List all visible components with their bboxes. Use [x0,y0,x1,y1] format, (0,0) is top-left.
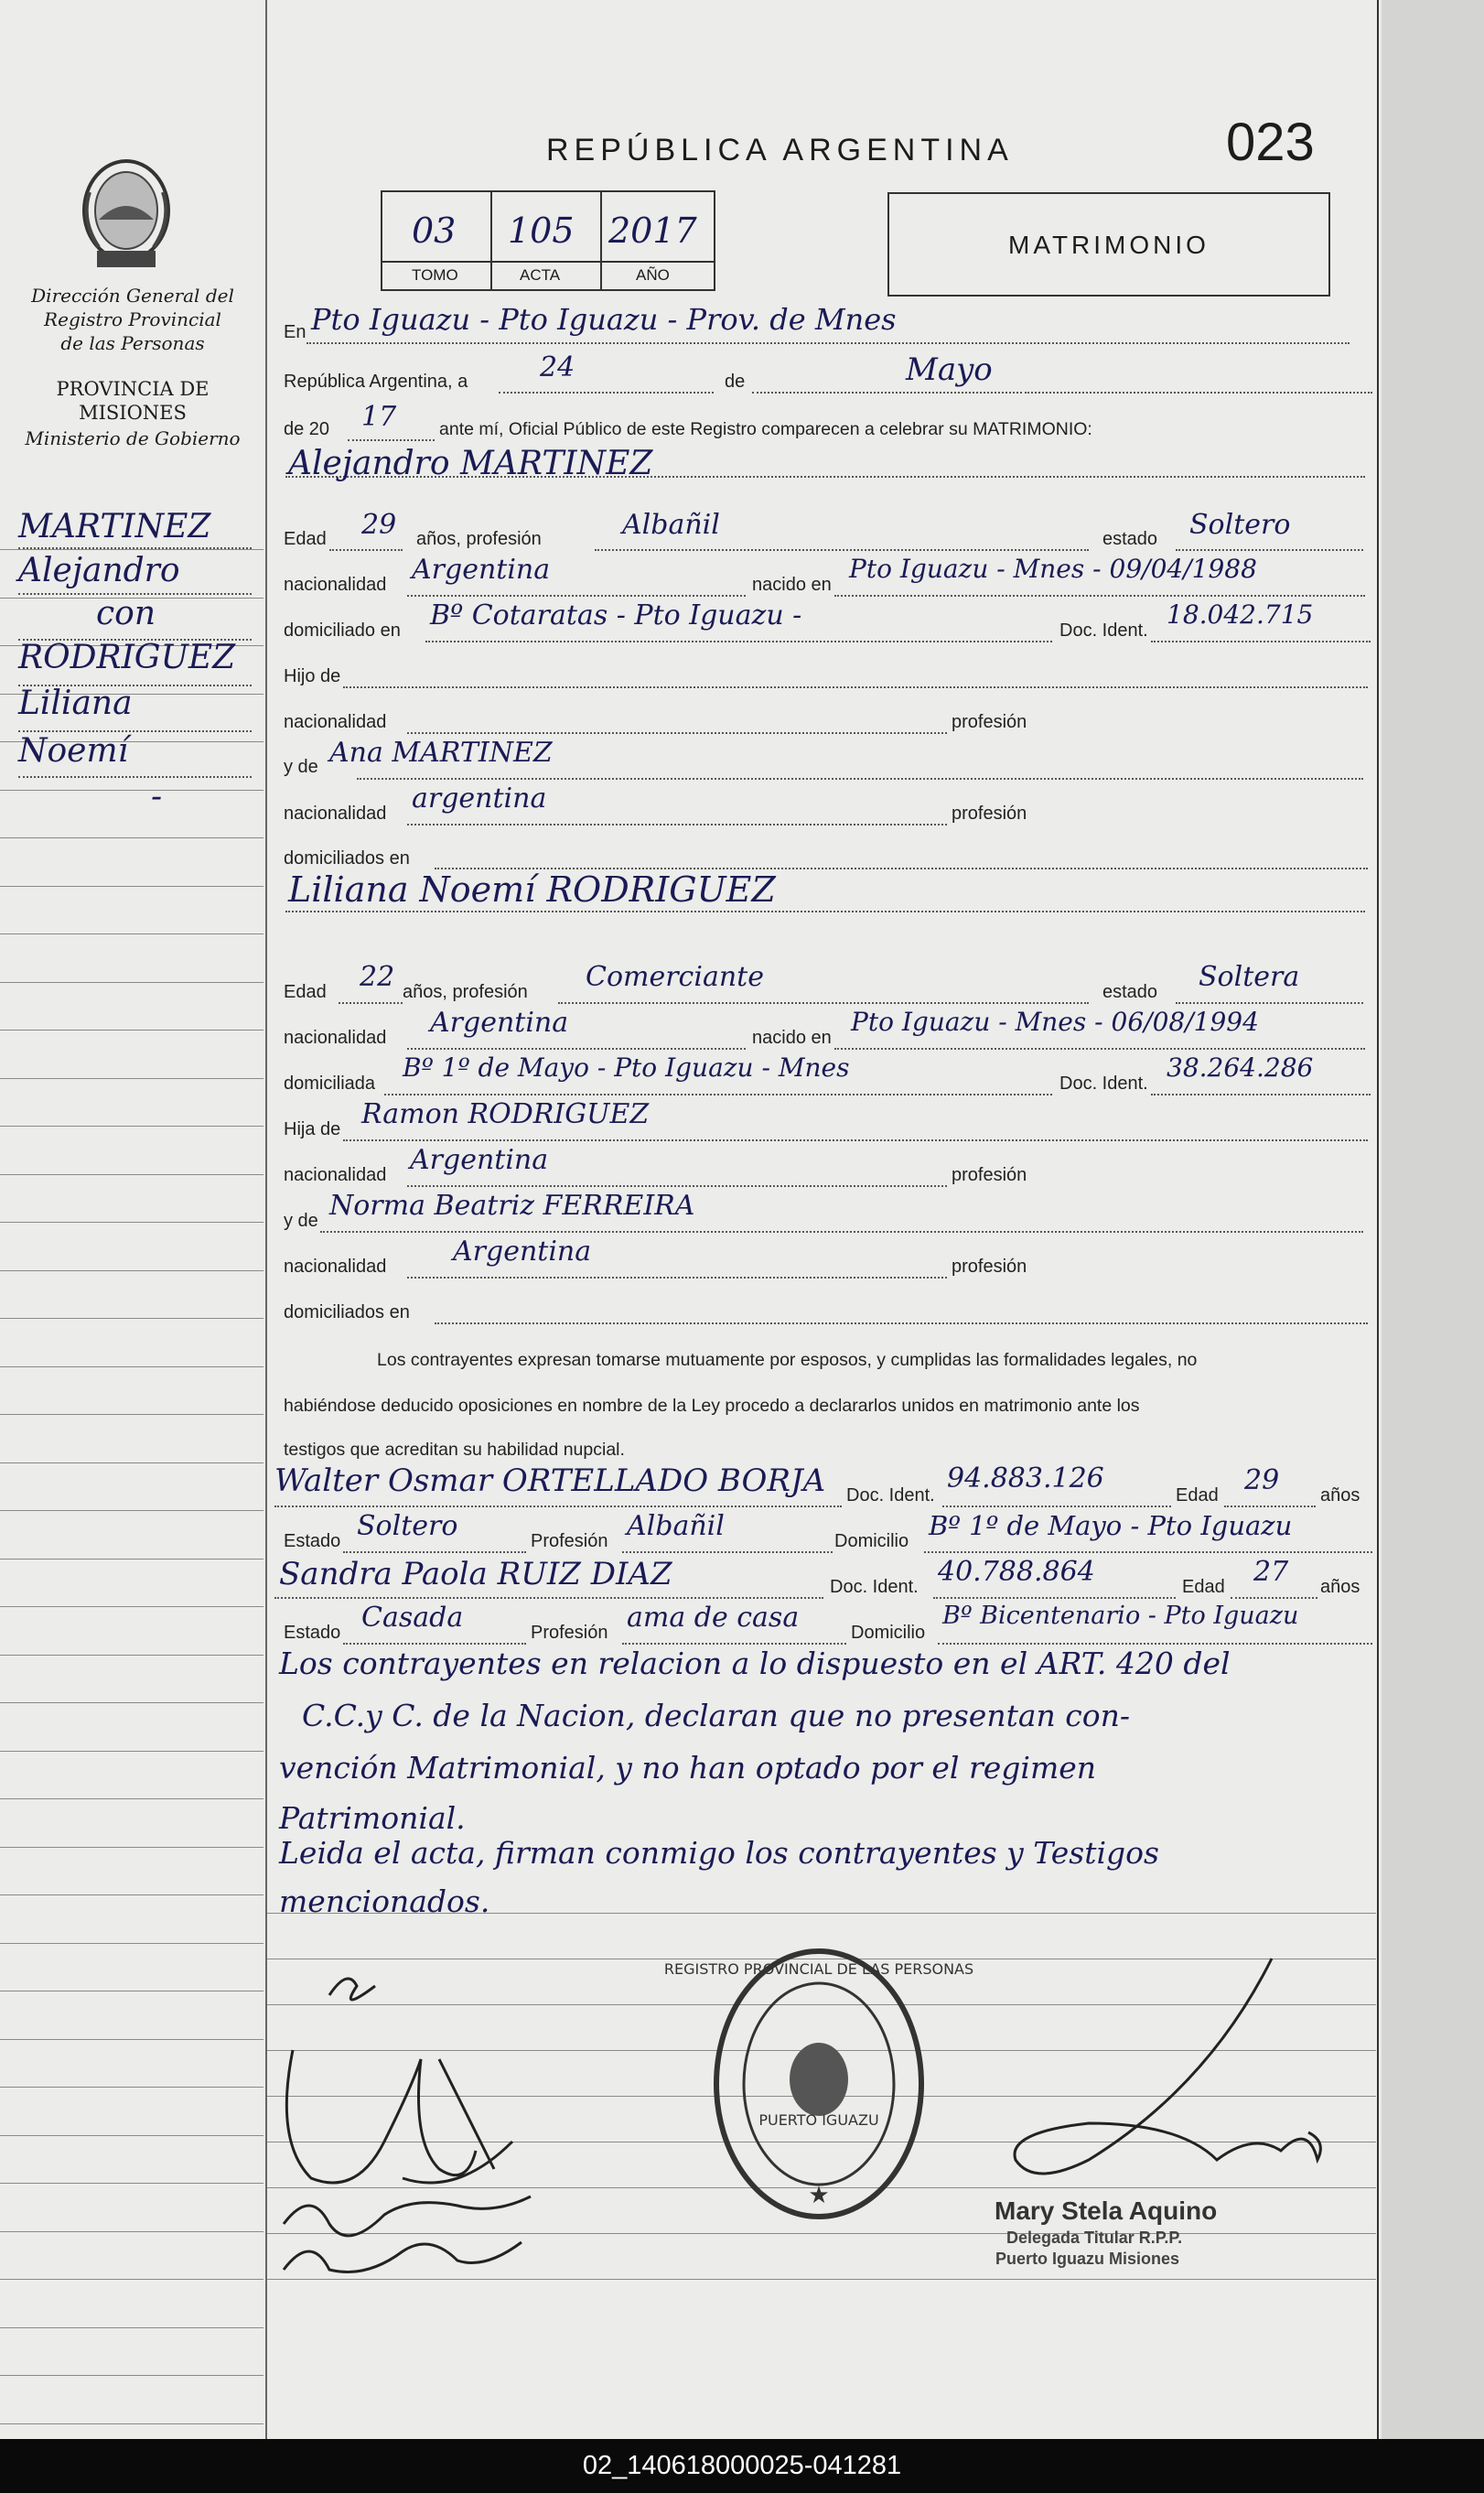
note-line: Los contrayentes en relacion a lo dispuesto en el ART. 420 del [279,1646,1231,1681]
fill-line [274,1597,823,1599]
margin-rule [0,886,263,887]
label-ante: ante mí, Oficial Público de este Registro comparecen a celebrar su MATRIMONIO: [439,419,1092,439]
fill-line [499,392,714,394]
witness2-estado: Casada [361,1602,464,1634]
fill-line [622,1643,846,1645]
margin-rule [0,1655,263,1656]
margin-note: Liliana [18,685,133,722]
margin-dotted-rule [18,776,252,778]
fill-line [407,1185,947,1187]
seal-star-icon: ★ [808,2181,830,2208]
fill-line [558,1002,1089,1004]
fill-line [329,549,403,551]
note-line: vención Matrimonial, y no han optado por el regimen [279,1750,1097,1786]
official-name: Mary Stela Aquino [995,2196,1218,2225]
label-en: En [284,322,306,342]
fill-line [407,595,746,597]
fill-line [942,1506,1171,1507]
margin-rule [0,1030,263,1031]
label-domiciliado: domiciliado en [284,621,401,641]
groom-estado: Soltero [1189,509,1291,541]
margin-dotted-rule [18,547,252,549]
margin-rule [0,837,263,838]
label-nacionalidad: nacionalidad [284,1028,387,1048]
label-domicilio: Domicilio [834,1531,909,1551]
label-profesion: profesión [952,804,1027,824]
margin-note: con [96,595,156,632]
label-nacionalidad: nacionalidad [284,1165,387,1185]
margin-rule [0,982,263,983]
fill-line [1151,641,1371,642]
label-profesion: profesión [952,1257,1027,1277]
bride-name: Liliana Noemí RODRIGUEZ [288,869,776,910]
margin-note: Alejandro [18,552,180,589]
margin-rule [0,2423,263,2424]
fill-line [407,1048,746,1050]
witness1-edad: 29 [1244,1464,1280,1496]
groom-nacido: Pto Iguazu - Mnes - 09/04/1988 [849,554,1257,584]
anio-value: 2017 [608,210,697,251]
margin-note: RODRIGUEZ [18,639,236,676]
margin-rule [0,1462,263,1463]
label-nacionalidad: nacionalidad [284,575,387,595]
ministry: Ministerio de Gobierno [25,427,241,449]
fill-line [425,641,1052,642]
label-anos: años [1320,1485,1360,1506]
witness1-doc: 94.883.126 [947,1462,1104,1495]
witness1-domicilio: Bº 1º de Mayo - Pto Iguazu [929,1510,1293,1541]
sidebar-agency [18,284,247,355]
fill-line [343,1139,1368,1141]
fill-line [1231,1597,1317,1599]
label-hijo: Hijo de [284,666,341,686]
margin-rule [0,1270,263,1271]
label-hija: Hija de [284,1119,341,1139]
tomo-label: TOMO [412,266,458,284]
fill-line [1025,392,1372,394]
label-doc: Doc. Ident. [1059,621,1148,641]
bride-padre-nac: Argentina [410,1144,549,1176]
fill-line [407,824,947,826]
label-y-de: y de [284,757,318,777]
label-y-de: y de [284,1211,318,1231]
witness1-profesion: Albañil [627,1510,725,1542]
country-title: REPÚBLICA ARGENTINA [546,133,1014,167]
declaration-line-1: Los contrayentes expresan tomarse mutuamente por esposos, y cumplidas las formalidades legales, no [377,1350,1198,1370]
margin-rule [0,2231,263,2232]
label-anos-prof: años, profesión [416,529,542,549]
fill-line [339,1002,403,1004]
margin-rule [0,1174,263,1175]
fill-line [924,1551,1372,1553]
margin-rule [0,1847,263,1848]
label-estado: Estado [284,1531,341,1551]
bride-domicilio: Bº 1º de Mayo - Pto Iguazu - Mnes [403,1052,850,1083]
groom-madre-nac: argentina [412,782,547,815]
provincial-emblem-icon [71,156,181,275]
label-estado: estado [1102,982,1158,1002]
label-doc: Doc. Ident. [1059,1074,1148,1094]
dia-value: 24 [540,351,575,383]
label-republica: República Argentina, a [284,372,468,392]
declaration-line-3: testigos que acreditan su habilidad nupcial. [284,1440,625,1460]
fill-line [834,1048,1365,1050]
fill-line [285,911,1365,912]
fill-line [1224,1506,1316,1507]
fill-line [274,1506,842,1507]
margin-dotted-rule [18,730,252,732]
label-estado: Estado [284,1623,341,1643]
seal-inner-text: PUERTO IGUAZU [758,2111,879,2129]
fill-line [834,595,1365,597]
tomo-value: 03 [412,210,457,251]
label-estado: estado [1102,529,1158,549]
margin-note: - [151,778,163,815]
fill-line [752,392,1022,394]
groom-doc: 18.042.715 [1167,599,1314,630]
official-title: Delegada Titular R.P.P. [1006,2229,1183,2247]
witness2-domicilio: Bº Bicentenario - Pto Iguazu [942,1602,1299,1630]
groom-profesion: Albañil [622,509,720,541]
groom-nacionalidad: Argentina [412,554,551,586]
acta-value: 105 [508,210,575,251]
acta-label: ACTA [520,266,561,284]
margin-rule [0,2375,263,2376]
label-anos: años [1320,1577,1360,1597]
footer-code: 02_140618000025-041281 [0,2439,1484,2493]
margin-rule [0,1366,263,1367]
label-domiciliados: domiciliados en [284,848,410,869]
groom-edad: 29 [361,509,397,541]
margin-rule [0,1078,263,1079]
agency-line: Dirección General del [31,285,234,307]
bride-nacido: Pto Iguazu - Mnes - 06/08/1994 [851,1007,1259,1037]
official-signature [979,1949,1363,2206]
anio-fill: 17 [361,401,397,433]
bride-nacionalidad: Argentina [430,1007,569,1039]
label-nacido: nacido en [752,1028,832,1048]
seal-ring-text: REGISTRO PROVINCIAL DE LAS PERSONAS [663,1960,974,1978]
fill-line [407,1277,947,1279]
province-line: MISIONES [79,402,187,424]
margin-rule [0,1894,263,1895]
lugar-value: Pto Iguazu - Pto Iguazu - Prov. de Mnes [311,302,897,337]
margin-rule [0,1510,263,1511]
witness2-profesion: ama de casa [627,1602,800,1634]
margin-rule [0,2327,263,2328]
margin-rule [0,1798,263,1799]
label-edad: Edad [1176,1485,1219,1506]
fill-line [933,1597,1176,1599]
margin-rule [0,2039,263,2040]
margin-rule [0,1222,263,1223]
margin-note: Noemí [18,732,129,770]
label-edad: Edad [1182,1577,1225,1597]
document-type: MATRIMONIO [1008,231,1210,259]
fill-line [357,778,1363,780]
groom-madre: Ana MARTINEZ [329,737,553,769]
label-domiciliados: domiciliados en [284,1302,410,1322]
label-doc: Doc. Ident. [830,1577,919,1597]
label-profesion: Profesión [531,1623,608,1643]
note-line: C.C.y C. de la Nacion, declaran que no presentan con- [302,1698,1131,1733]
groom-domicilio: Bº Cotaratas - Pto Iguazu - [430,599,802,631]
label-de: de [725,372,746,392]
label-doc: Doc. Ident. [846,1485,935,1506]
label-nacionalidad: nacionalidad [284,1257,387,1277]
margin-rule [0,549,263,550]
fill-line [343,1551,526,1553]
contrayentes-signatures [274,1959,549,2288]
official-seal [663,1942,974,2226]
margin-rule [0,2135,263,2136]
margin-rule [0,2279,263,2280]
groom-name: Alejandro MARTINEZ [288,445,653,482]
witness2-name: Sandra Paola RUIZ DIAZ [279,1556,672,1592]
margin-rule [0,1414,263,1415]
fill-line [343,686,1368,688]
bride-madre-nac: Argentina [453,1236,592,1268]
margin-rule [0,790,263,791]
fill-line [1176,549,1363,551]
witness2-edad: 27 [1253,1556,1289,1588]
margin-divider [265,0,267,2439]
label-edad: Edad [284,529,327,549]
fill-line [435,1322,1368,1324]
label-edad: Edad [284,982,327,1002]
witness2-doc: 40.788.864 [938,1556,1095,1588]
fill-line [1151,1094,1371,1095]
label-profesion: profesión [952,712,1027,732]
fill-line [595,549,1089,551]
document-number: 023 [1226,113,1315,172]
agency-line: de las Personas [60,332,205,354]
scan-margin [1382,0,1484,2439]
province-line: PROVINCIA DE [56,378,210,400]
note-line: Leida el acta, firman conmigo los contrayentes y Testigos [279,1835,1159,1871]
margin-rule [0,1318,263,1319]
label-domicilio: Domicilio [851,1623,926,1643]
mes-value: Mayo [906,351,993,388]
fill-line [938,1643,1372,1645]
bride-profesion: Comerciante [586,961,764,993]
fill-line [320,1231,1363,1233]
bride-doc: 38.264.286 [1167,1052,1314,1083]
note-line: mencionados. [279,1883,490,1919]
label-profesion: Profesión [531,1531,608,1551]
label-anos-prof: años, profesión [403,982,528,1002]
label-nacido: nacido en [752,575,832,595]
label-domiciliada: domiciliada [284,1074,376,1094]
margin-dotted-rule [18,639,252,641]
margin-rule [0,1702,263,1703]
bride-padre: Ramon RODRIGUEZ [361,1098,650,1130]
anio-label: AÑO [636,266,670,284]
fill-line [306,342,1350,344]
witness1-estado: Soltero [357,1510,458,1542]
margin-rule [0,2087,263,2088]
label-nacionalidad: nacionalidad [284,804,387,824]
margin-rule [0,1606,263,1607]
fill-line [348,439,435,441]
sidebar-province [18,377,247,425]
fill-line [1176,1002,1363,1004]
label-de20: de 20 [284,419,330,439]
margin-rule [0,1943,263,1944]
margin-dotted-rule [18,685,252,686]
label-nacionalidad: nacionalidad [284,712,387,732]
margin-rule [0,1126,263,1127]
official-place: Puerto Iguazu Misiones [995,2250,1180,2268]
bride-estado: Soltera [1199,961,1300,993]
note-line: Patrimonial. [279,1800,466,1836]
margin-note: MARTINEZ [18,508,211,545]
fill-line [384,1094,1052,1095]
page-edge [1377,0,1379,2439]
margin-rule [0,2183,263,2184]
bride-madre: Norma Beatriz FERREIRA [329,1190,695,1222]
declaration-line-2: habiéndose deducido oposiciones en nombre de la Ley procedo a declararlos unidos en matrimonio ante los [284,1396,1140,1416]
fill-line [622,1551,833,1553]
label-profesion: profesión [952,1165,1027,1185]
witness1-name: Walter Osmar ORTELLADO BORJA [274,1462,826,1499]
margin-rule [0,1751,263,1752]
margin-dotted-rule [18,593,252,595]
agency-line: Registro Provincial [44,308,221,330]
fill-line [343,1643,526,1645]
bride-edad: 22 [360,961,395,993]
fill-line [407,732,947,734]
